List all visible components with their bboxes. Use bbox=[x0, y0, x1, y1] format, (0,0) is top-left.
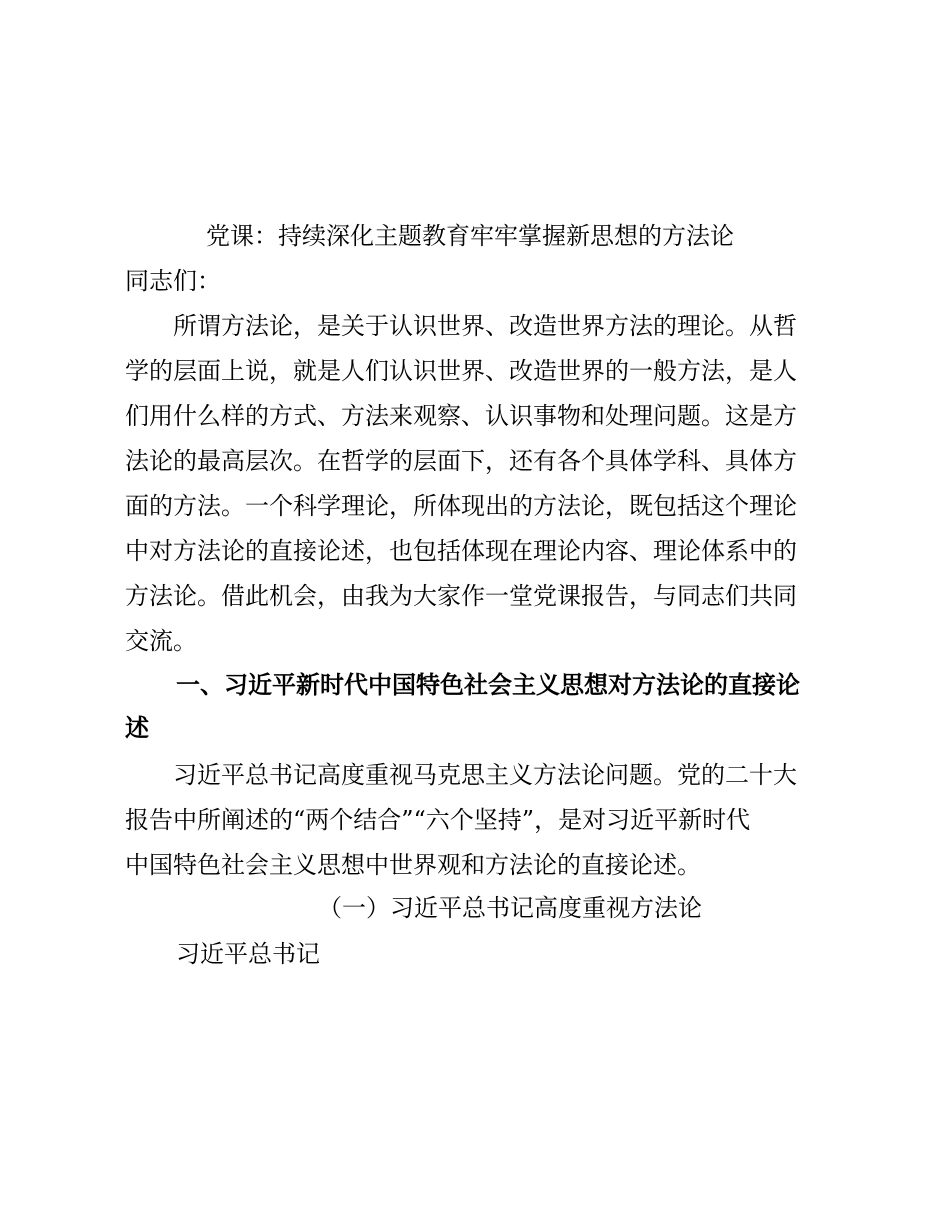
paragraph-line: 方法论。借此机会，由我为大家作一堂党课报告，与同志们共同 bbox=[125, 582, 797, 610]
paragraph-line: 们用什么样的方式、方法来观察、认识事物和处理问题。这是方 bbox=[125, 402, 797, 430]
paragraph-line: 面的方法。一个科学理论，所体现出的方法论，既包括这个理论 bbox=[125, 492, 797, 520]
paragraph-line: 中对方法论的直接论述，也包括体现在理论内容、理论体系中的 bbox=[125, 537, 797, 565]
paragraph-line: 学的层面上说，就是人们认识世界、改造世界的一般方法，是人 bbox=[125, 357, 797, 385]
paragraph-line: 交流。 bbox=[125, 627, 197, 655]
paragraph-line: 所谓方法论，是关于认识世界、改造世界方法的理论。从哲 bbox=[149, 312, 797, 340]
greeting: 同志们： bbox=[125, 267, 221, 295]
subheading: （一）习近平总书记高度重视方法论 bbox=[318, 894, 702, 922]
final-line: 习近平总书记 bbox=[176, 940, 320, 968]
paragraph-line: 习近平总书记高度重视马克思主义方法论问题。党的二十大 bbox=[149, 761, 797, 789]
paragraph-line: 法论的最高层次。在哲学的层面下，还有各个具体学科、具体方 bbox=[125, 447, 797, 475]
section-heading-1-line2: 述 bbox=[125, 714, 149, 742]
paragraph-line: 报告中所阐述的“两个结合”“六个坚持”，是对习近平新时代 bbox=[125, 806, 751, 834]
section-heading-1-line1: 一、习近平新时代中国特色社会主义思想对方法论的直接论 bbox=[176, 671, 800, 699]
document-title: 党课：持续深化主题教育牢牢掌握新思想的方法论 bbox=[206, 222, 734, 250]
paragraph-line: 中国特色社会主义思想中世界观和方法论的直接论述。 bbox=[125, 851, 701, 879]
